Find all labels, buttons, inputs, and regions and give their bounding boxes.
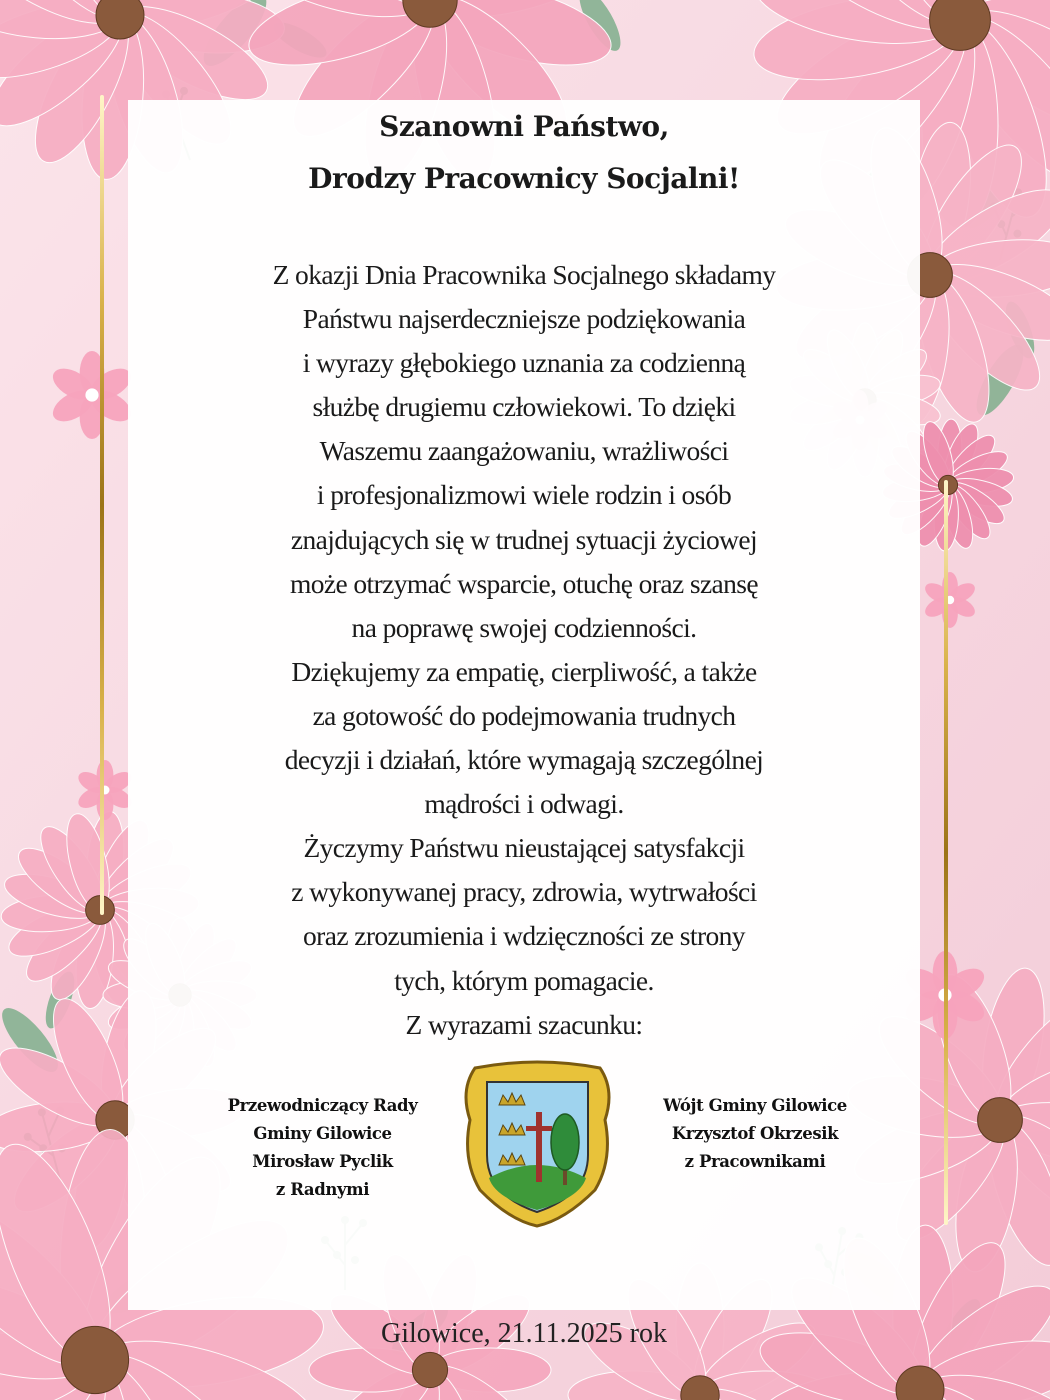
body-line: i profesjonalizmowi wiele rodzin i osób — [316, 479, 732, 511]
heading-line-1: Szanowni Państwo, — [379, 110, 669, 143]
body-line: tych, którym pomagacie. — [394, 964, 654, 996]
body-line: za gotowość do podejmowania trudnych — [312, 699, 736, 731]
body-line: oraz zrozumienia i wdzięczności ze strony — [303, 920, 745, 952]
body-line: Państwu najserdeczniejsze podziękowania — [302, 303, 746, 335]
crown-icon — [499, 1093, 525, 1165]
signature-left-line: Mirosław Pyclik — [252, 1152, 393, 1171]
body-line: Waszemu zaangażowaniu, wrażliwości — [319, 435, 729, 467]
body-line: może otrzymać wsparcie, otuchę oraz szansę — [289, 567, 759, 599]
body-line: znajdujących się w trudnej sytuacji życiowej — [290, 523, 758, 555]
body-line: służbę drugiemu człowiekowi. To dzięki — [312, 391, 736, 423]
body-line: Z okazji Dnia Pracownika Socjalnego składamy — [272, 259, 776, 290]
body-line: i wyrazy głębokiego uznania za codzienną — [302, 347, 746, 379]
body-line: na poprawę swojej codzienności. — [351, 611, 697, 643]
letter-body — [128, 253, 920, 1047]
signature-right-line: Wójt Gminy Gilowice — [663, 1096, 847, 1115]
signature-right-line: Krzysztof Okrzesik — [671, 1124, 839, 1143]
body-line: z wykonywanej pracy, zdrowia, wytrwałości — [291, 876, 757, 908]
signature-right — [640, 1092, 870, 1176]
heading-line-2: Drodzy Pracownicy Socjalni! — [308, 162, 740, 195]
coat-of-arms-icon — [455, 1060, 620, 1230]
body-line: decyzji i działań, które wymagają szczególnej — [284, 744, 764, 776]
signature-right-line: z Pracownikami — [684, 1152, 826, 1171]
signature-left-line: Gminy Gilowice — [253, 1124, 392, 1143]
body-line: mądrości i odwagi. — [424, 788, 624, 820]
body-line: Dziękujemy za empatię, cierpliwość, a także — [291, 655, 757, 687]
place-and-date: Gilowice, 21.11.2025 rok — [381, 1318, 667, 1349]
closing-line: Z wyrazami szacunku: — [405, 1008, 643, 1040]
gold-line-left — [100, 95, 104, 915]
signature-left-line: Przewodniczący Rady — [227, 1096, 418, 1115]
signature-left — [215, 1092, 430, 1204]
body-line: Życzymy Państwu nieustającej satysfakcji — [303, 832, 745, 864]
gold-line-right — [944, 480, 948, 1225]
signature-left-line: z Radnymi — [275, 1180, 370, 1199]
